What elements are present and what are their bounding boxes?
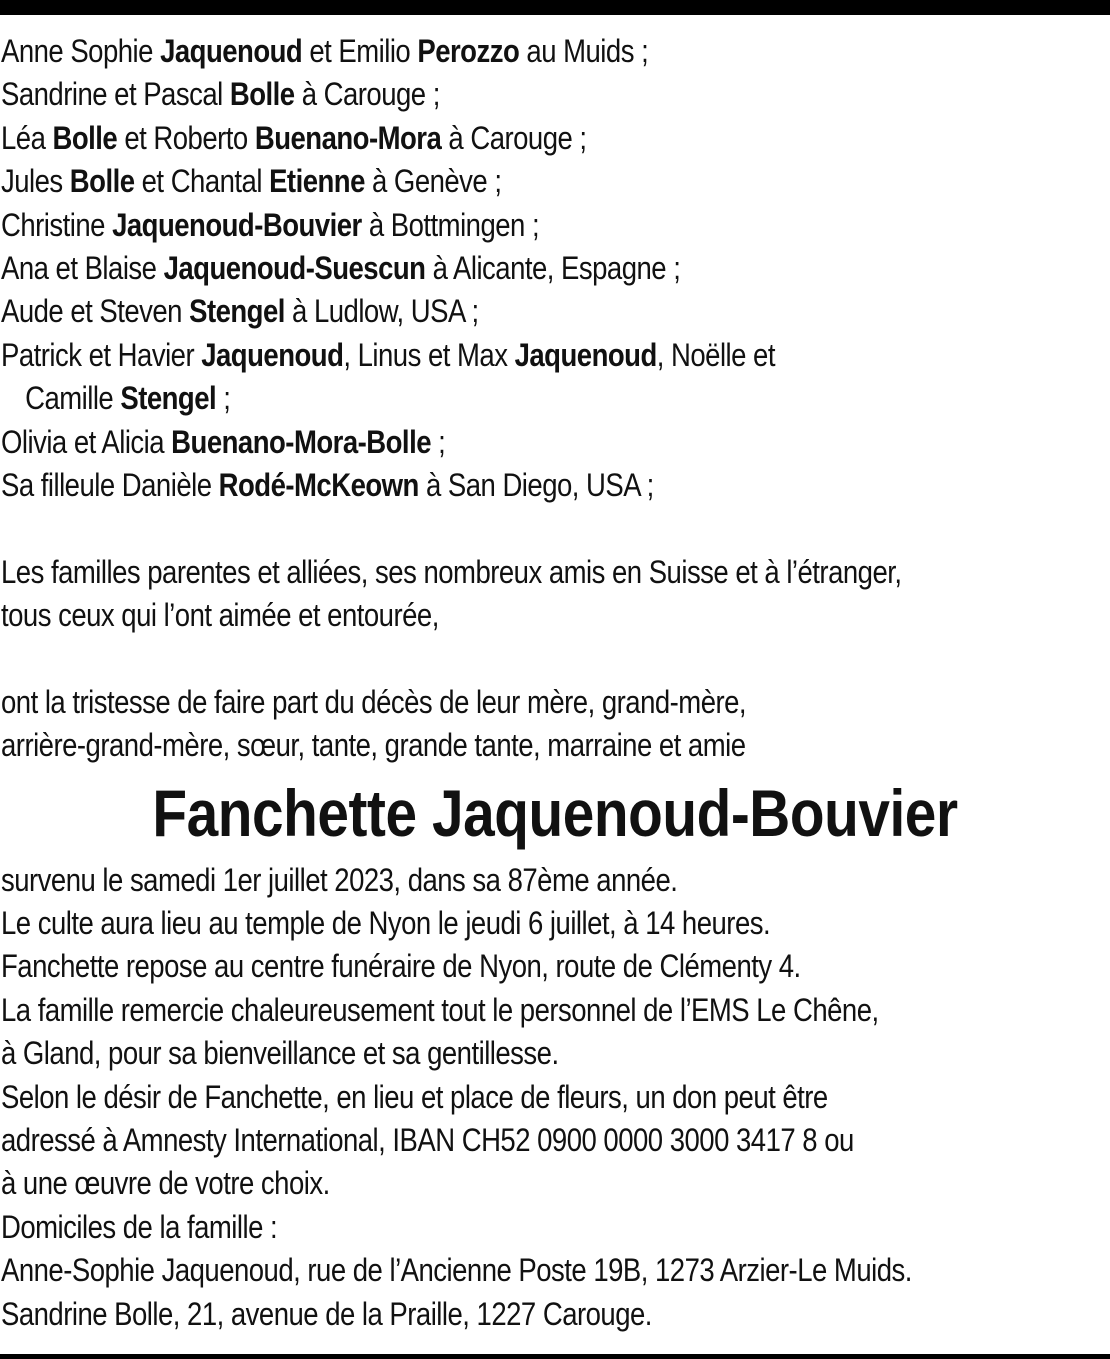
relatives-line: Les familles parentes et alliées, ses nombreux amis en Suisse et à l’étranger, bbox=[1, 553, 902, 590]
family-text: Ana et Blaise bbox=[1, 249, 164, 286]
detail-line: adressé à Amnesty International, IBAN CH52 0900 0000 3000 3417 8 ou bbox=[1, 1121, 854, 1158]
announcement-paragraph bbox=[1, 681, 1109, 768]
family-surname: Bolle bbox=[69, 163, 135, 200]
family-text: Léa bbox=[1, 119, 53, 156]
family-surname: Jaquenoud bbox=[514, 336, 657, 373]
family-text: à Genève ; bbox=[364, 163, 502, 200]
family-surname: Bolle bbox=[229, 76, 295, 113]
family-surname: Jaquenoud-Suescun bbox=[163, 249, 426, 286]
family-text: , Noëlle et bbox=[656, 336, 775, 373]
family-surname: Jaquenoud bbox=[160, 33, 303, 69]
top-border-rule bbox=[0, 0, 1110, 15]
family-text: à Carouge ; bbox=[294, 76, 440, 113]
family-text: à Bottmingen ; bbox=[361, 206, 540, 243]
family-surname: Buenano-Mora-Bolle bbox=[171, 423, 431, 460]
detail-line: Le culte aura lieu au temple de Nyon le jeudi 6 juillet, à 14 heures. bbox=[1, 905, 771, 942]
detail-line: Anne-Sophie Jaquenoud, rue de l’Ancienne Poste 19B, 1273 Arzier-Le Muids. bbox=[1, 1252, 912, 1289]
family-member-line bbox=[1, 290, 954, 333]
family-text: Sandrine et Pascal bbox=[1, 76, 230, 113]
obituary-notice bbox=[1, 30, 1109, 1336]
family-text: Anne Sophie bbox=[1, 33, 161, 69]
family-member-line bbox=[1, 117, 954, 160]
family-text: Camille bbox=[25, 380, 121, 417]
relatives-paragraph bbox=[1, 551, 1109, 638]
family-member-line bbox=[1, 160, 954, 203]
family-text: et Roberto bbox=[117, 119, 255, 156]
family-member-line bbox=[1, 421, 954, 464]
family-surname: Jaquenoud bbox=[201, 336, 344, 373]
family-surname: Bolle bbox=[52, 119, 118, 156]
family-text: Christine bbox=[1, 206, 113, 243]
family-text: ; bbox=[216, 380, 231, 417]
paragraph-gap bbox=[1, 507, 1109, 550]
detail-line: Selon le désir de Fanchette, en lieu et place de fleurs, un don peut être bbox=[1, 1078, 828, 1115]
paragraph-gap bbox=[1, 637, 1109, 680]
family-text: et Chantal bbox=[134, 163, 270, 200]
family-text: Jules bbox=[1, 163, 70, 200]
family-surname: Perozzo bbox=[417, 33, 520, 69]
family-text: Sa filleule Danièle bbox=[1, 466, 219, 503]
family-text: Aude et Steven bbox=[1, 293, 190, 330]
family-text: , Linus et Max bbox=[343, 336, 515, 373]
family-text: à Ludlow, USA ; bbox=[284, 293, 479, 330]
family-text: à Alicante, Espagne ; bbox=[425, 249, 681, 286]
detail-line: Sandrine Bolle, 21, avenue de la Praille, 1227 Carouge. bbox=[1, 1295, 652, 1332]
family-member-line bbox=[1, 464, 954, 507]
family-text: Patrick et Havier bbox=[1, 336, 202, 373]
family-member-line bbox=[1, 30, 954, 73]
family-member-line bbox=[1, 334, 954, 377]
deceased-name: Fanchette Jaquenoud-Bouvier bbox=[152, 775, 958, 850]
family-member-line bbox=[1, 247, 954, 290]
family-text: Olivia et Alicia bbox=[1, 423, 172, 460]
detail-line: La famille remercie chaleureusement tout le personnel de l’EMS Le Chêne, bbox=[1, 991, 879, 1028]
family-member-line bbox=[1, 73, 954, 116]
family-text: au Muids ; bbox=[519, 33, 649, 69]
detail-line: à une œuvre de votre choix. bbox=[1, 1165, 330, 1202]
family-surname: Stengel bbox=[120, 380, 217, 417]
family-surname: Rodé-McKeown bbox=[218, 466, 419, 503]
announcement-line: arrière-grand-mère, sœur, tante, grande tante, marraine et amie bbox=[1, 727, 746, 764]
family-text: à Carouge ; bbox=[441, 119, 587, 156]
family-surname: Stengel bbox=[189, 293, 285, 330]
bottom-border-rule bbox=[0, 1354, 1110, 1359]
service-details bbox=[1, 859, 1109, 1336]
family-member-line bbox=[1, 377, 954, 420]
detail-line: Fanchette repose au centre funéraire de Nyon, route de Clémenty 4. bbox=[1, 948, 801, 985]
announcement-line: ont la tristesse de faire part du décès de leur mère, grand-mère, bbox=[1, 683, 747, 720]
family-surname: Jaquenoud-Bouvier bbox=[112, 206, 362, 243]
family-member-line bbox=[1, 204, 954, 247]
family-surname: Etienne bbox=[269, 163, 365, 200]
family-list bbox=[1, 30, 1109, 507]
detail-line: à Gland, pour sa bienveillance et sa gentillesse. bbox=[1, 1035, 559, 1072]
detail-line: survenu le samedi 1er juillet 2023, dans sa 87ème année. bbox=[1, 861, 678, 898]
family-surname: Buenano-Mora bbox=[254, 119, 442, 156]
family-text: à San Diego, USA ; bbox=[418, 466, 654, 503]
detail-line: Domiciles de la famille : bbox=[1, 1208, 278, 1245]
relatives-line: tous ceux qui l’ont aimée et entourée, bbox=[1, 597, 439, 634]
family-text: et Emilio bbox=[302, 33, 418, 69]
family-text: ; bbox=[430, 423, 446, 460]
